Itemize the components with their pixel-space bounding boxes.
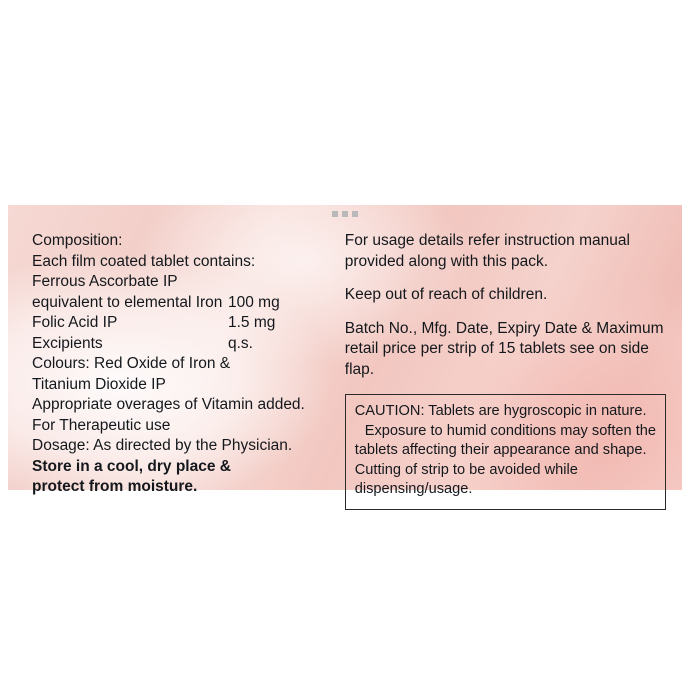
composition-column bbox=[24, 225, 329, 495]
caution-line: Cutting of strip to be avoided while bbox=[354, 461, 578, 478]
ingredient-row bbox=[32, 313, 329, 334]
composition-heading: Composition: bbox=[32, 232, 123, 249]
ingredient-amount: 1.5 mg bbox=[228, 314, 276, 331]
ingredient-row bbox=[32, 272, 329, 293]
ingredient-name: equivalent to elemental Iron bbox=[32, 293, 223, 311]
storage-line-1: Store in a cool, dry place & bbox=[32, 457, 231, 475]
composition-subheading: Each film coated tablet contains: bbox=[32, 252, 256, 270]
ingredient-row bbox=[32, 293, 329, 314]
caution-line: tablets affecting their appearance and shape. bbox=[354, 442, 647, 458]
caution-line: CAUTION: Tablets are hygroscopic in nature. bbox=[354, 403, 647, 419]
ingredient-amount: q.s. bbox=[228, 334, 253, 352]
ingredient-amount: 100 mg bbox=[228, 293, 280, 311]
colours-line-1: Colours: Red Oxide of Iron & bbox=[32, 355, 231, 372]
ingredient-name: Excipients bbox=[32, 334, 103, 352]
caution-line: dispensing/usage. bbox=[354, 481, 473, 497]
caution-box bbox=[345, 394, 666, 510]
ingredient-name: Ferrous Ascorbate IP bbox=[32, 273, 178, 290]
usage-instructions-text: For usage details refer instruction manual provided along with this pack. bbox=[344, 232, 630, 270]
ingredient-row bbox=[32, 334, 329, 355]
storage-line-2: protect from moisture. bbox=[32, 478, 198, 495]
dosage-line: Dosage: As directed by the Physician. bbox=[32, 437, 293, 454]
usage-column bbox=[329, 225, 666, 497]
carton-back-panel bbox=[8, 205, 682, 497]
overages-line: Appropriate overages of Vitamin added. bbox=[32, 396, 305, 413]
batch-details-text: Batch No., Mfg. Date, Expiry Date & Maximum retail price per strip of 15 tablets see on side flap. bbox=[344, 319, 664, 378]
keep-out-of-reach-text: Keep out of reach of children. bbox=[344, 286, 548, 303]
caution-line: Exposure to humid conditions may soften the bbox=[364, 422, 656, 439]
therapeutic-use-line: For Therapeutic use bbox=[32, 416, 171, 434]
colours-line-2: Titanium Dioxide IP bbox=[32, 375, 166, 393]
ingredient-name: Folic Acid IP bbox=[32, 314, 118, 331]
